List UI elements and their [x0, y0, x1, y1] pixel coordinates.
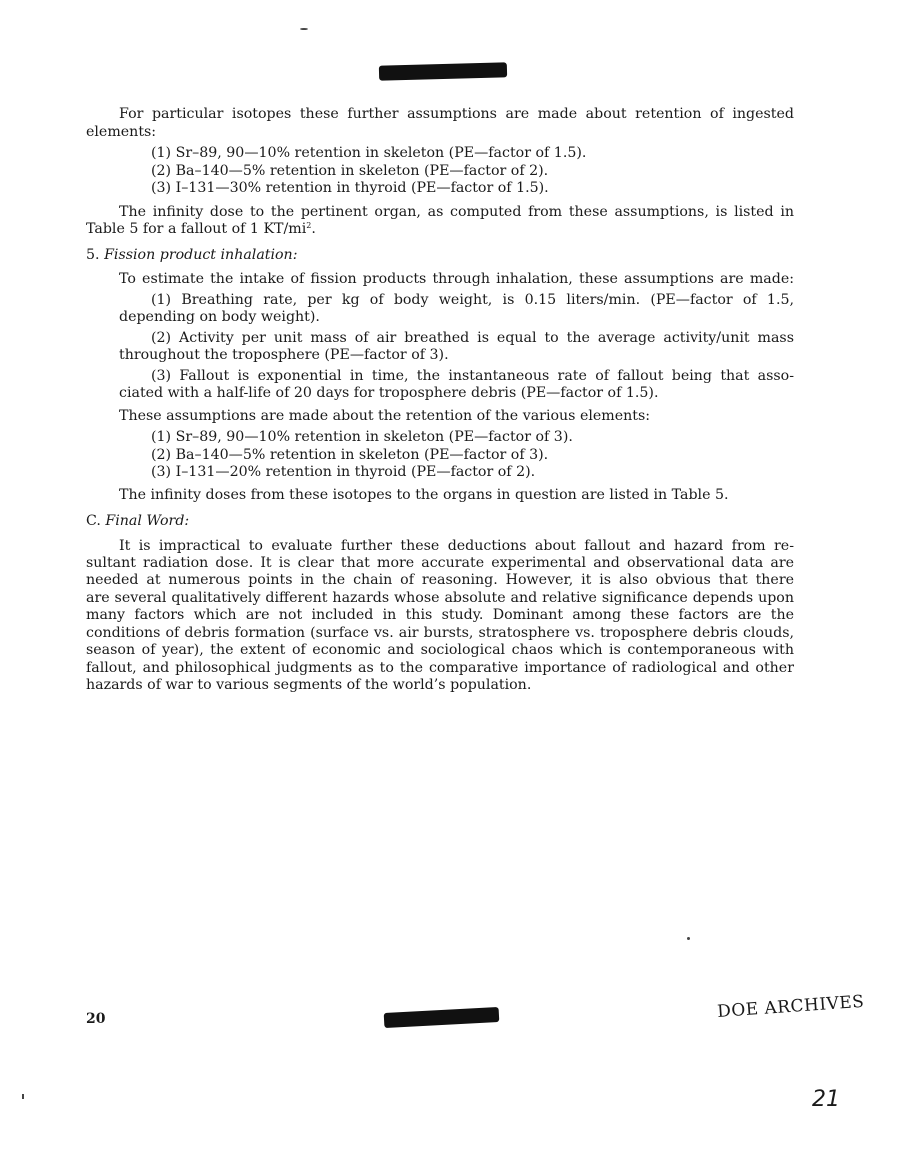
section-title: Fission product inhalation:: [104, 247, 298, 263]
list-item: (2) Activity per unit mass of air breathed is equal to the average activity/unit mass: [151, 330, 794, 346]
text-line: The infinity dose to the pertinent organ, as computed from these assumptions, is listed in: [119, 204, 794, 220]
text-run: Table 5 for a fallout of 1 KT/mi: [86, 221, 307, 237]
text-line: throughout the troposphere (PE—factor of 3).: [119, 347, 449, 363]
section-title: Final Word:: [105, 513, 190, 529]
text-line: To estimate the intake of fission products through inhalation, these assumptions are made:: [119, 271, 794, 287]
text-line: hazards of war to various segments of the world’s population.: [86, 677, 532, 693]
list-item: (3) Fallout is exponential in time, the instantaneous rate of fallout being that asso-: [151, 368, 794, 384]
superscript: 2: [306, 221, 312, 230]
text-line: [86, 220, 316, 238]
list-item: (3) I–131—20% retention in thyroid (PE—factor of 2).: [151, 464, 536, 480]
handwritten-page-number: 21: [812, 1087, 840, 1112]
text-line: ciated with a half-life of 20 days for troposphere debris (PE—factor of 1.5).: [119, 385, 659, 401]
text-line: needed at numerous points in the chain of reasoning. However, it is also obvious that there: [86, 572, 794, 588]
list-item: (2) Ba–140—5% retention in skeleton (PE—factor of 3).: [151, 447, 549, 463]
text-line: The infinity doses from these isotopes to the organs in question are listed in Table 5.: [119, 487, 729, 503]
text-line: are several qualitatively different hazards whose absolute and relative significance depends upon: [86, 590, 794, 606]
text-line: These assumptions are made about the retention of the various elements:: [119, 408, 651, 424]
text-line: many factors which are not included in this study. Dominant among these factors are the: [86, 607, 794, 623]
text-run: .: [311, 221, 316, 237]
text-line: elements:: [86, 124, 157, 140]
section-heading: [86, 512, 189, 530]
text-line: sultant radiation dose. It is clear that more accurate experimental and observational data are: [86, 555, 794, 571]
list-item: (1) Sr–89, 90—10% retention in skeleton (PE—factor of 3).: [151, 429, 573, 445]
margin-speck: [22, 1094, 24, 1099]
archive-stamp: DOE ARCHIVES: [716, 991, 865, 1022]
section-heading: [86, 246, 297, 264]
text-line: depending on body weight).: [119, 309, 320, 325]
speck: [687, 937, 690, 940]
list-item: (1) Sr–89, 90—10% retention in skeleton (PE—factor of 1.5).: [151, 145, 587, 161]
list-item: (3) I–131—30% retention in thyroid (PE—factor of 1.5).: [151, 180, 549, 196]
list-item: (2) Ba–140—5% retention in skeleton (PE—factor of 2).: [151, 163, 549, 179]
top-speck: [300, 28, 308, 30]
section-number: 5.: [86, 247, 100, 263]
redacted-classification-header: [379, 62, 507, 80]
redacted-classification-footer: [384, 1007, 500, 1028]
text-line: season of year), the extent of economic and sociological chaos which is contemporaneous with: [86, 642, 794, 658]
section-number: C.: [86, 513, 101, 529]
text-line: It is impractical to evaluate further these deductions about fallout and hazard from re-: [119, 538, 794, 554]
text-line: For particular isotopes these further assumptions are made about retention of ingested: [119, 106, 794, 122]
text-line: fallout, and philosophical judgments as to the comparative importance of radiological and other: [86, 660, 794, 676]
page-number: 20: [86, 1011, 106, 1027]
list-item: (1) Breathing rate, per kg of body weight, is 0.15 liters/min. (PE—factor of 1.5,: [151, 292, 794, 308]
text-line: conditions of debris formation (surface vs. air bursts, stratosphere vs. troposphere debris clouds,: [86, 625, 794, 641]
